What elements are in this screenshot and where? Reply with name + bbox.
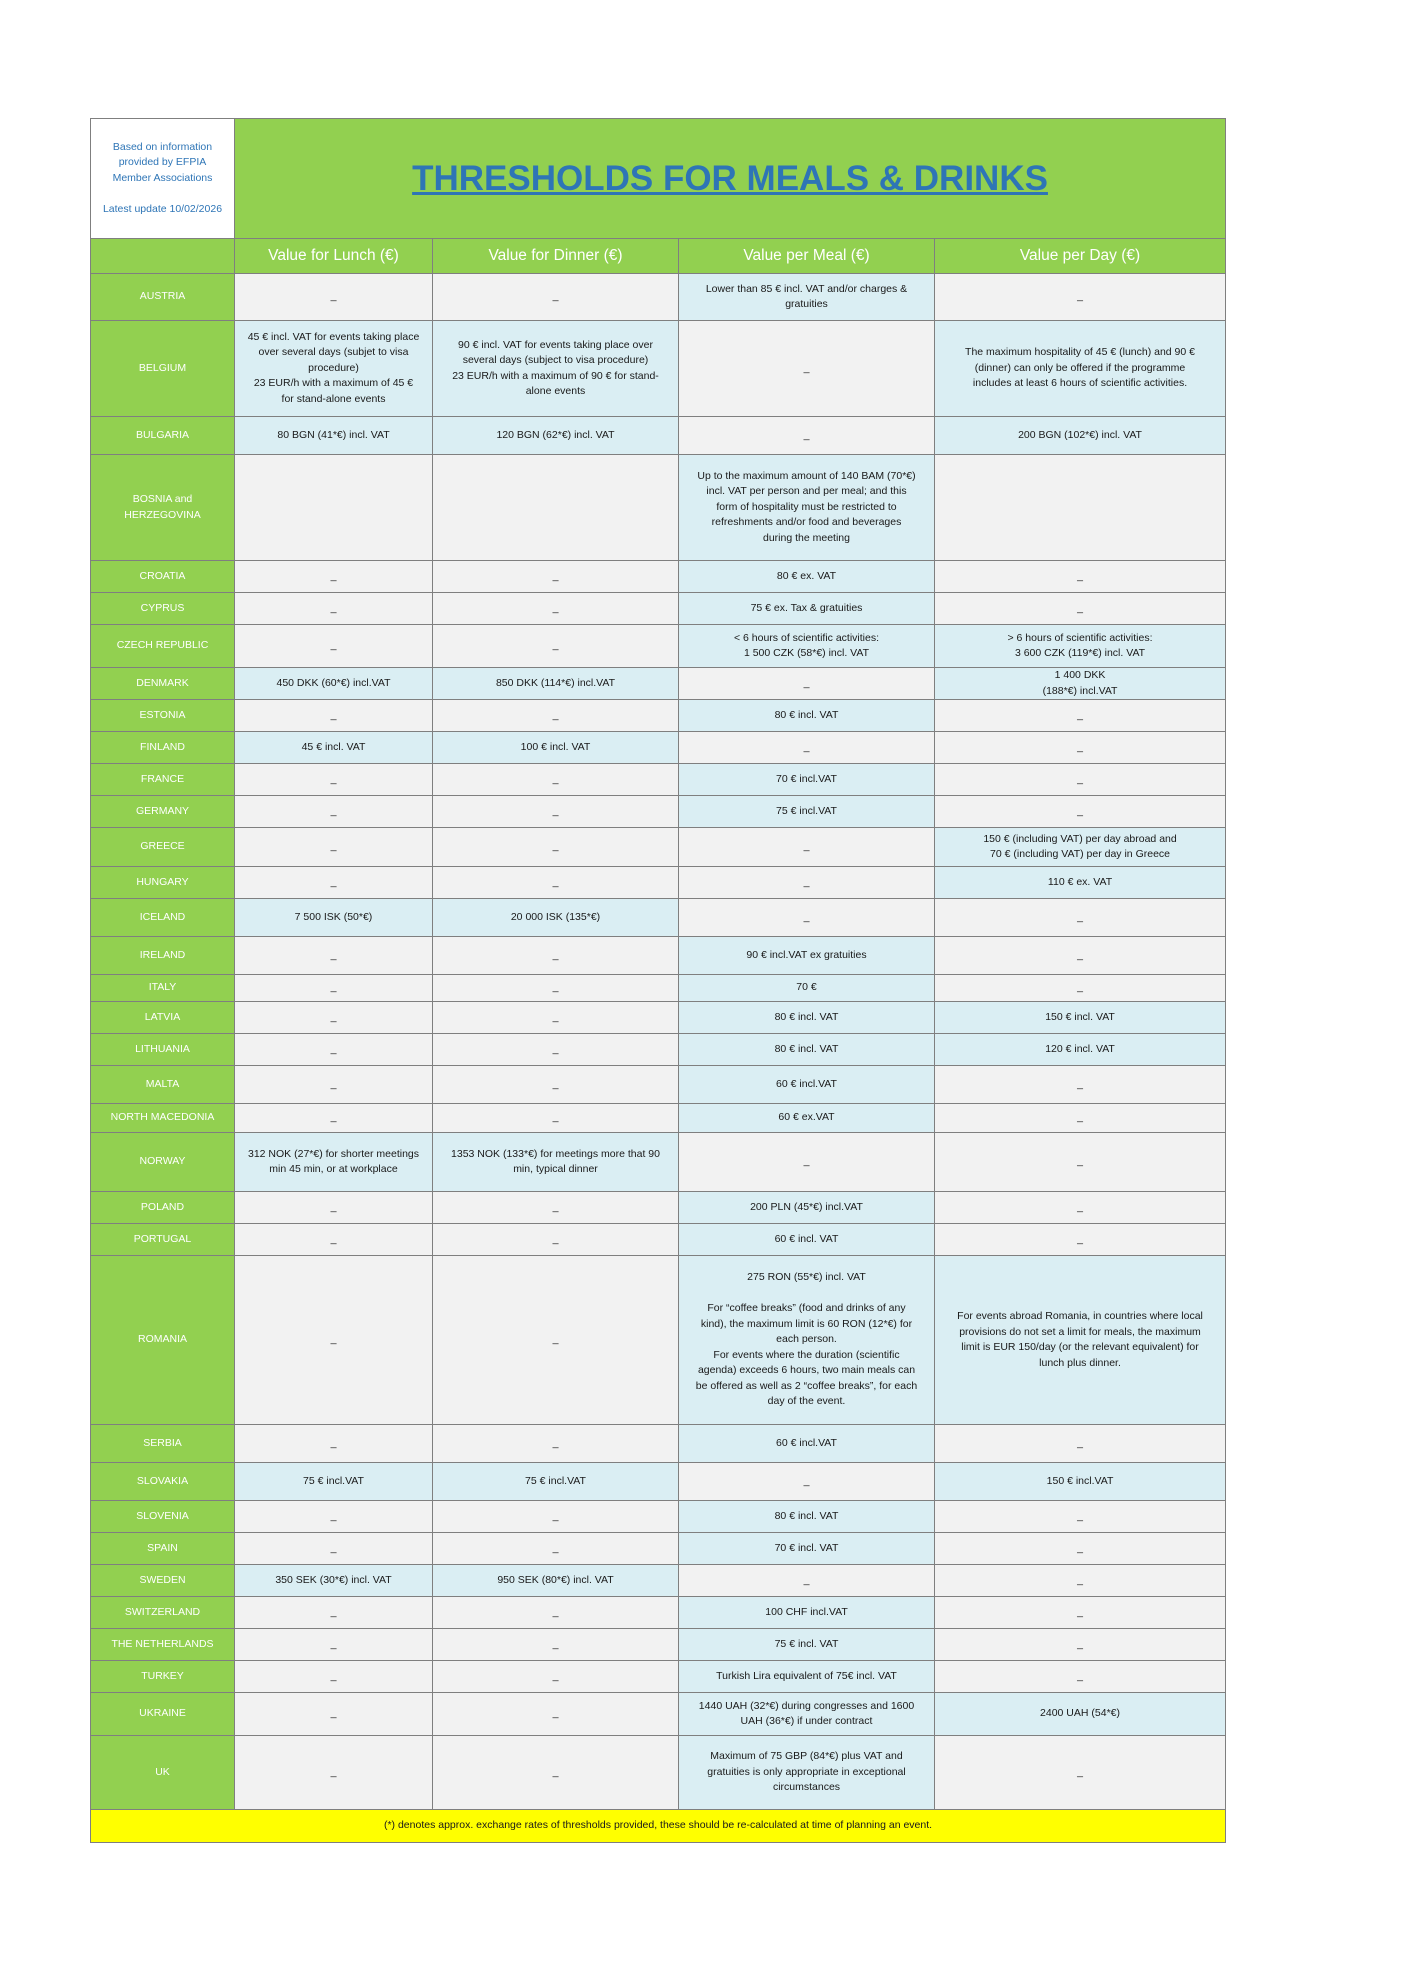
day-value-cell: The maximum hospitality of 45 € (lunch) and 90 € (dinner) can only be offered if the programme includes at least 6 hours of scientific activities.	[935, 321, 1226, 417]
lunch-value-cell: _	[235, 828, 433, 867]
table-row	[91, 937, 1226, 975]
page-title: THRESHOLDS FOR MEALS & DRINKS	[412, 158, 1048, 198]
table-row	[91, 1533, 1226, 1565]
country-cell: SWEDEN	[91, 1565, 235, 1597]
day-value-cell: 110 € ex. VAT	[935, 867, 1226, 899]
day-value-cell: 1 400 DKK (188*€) incl.VAT	[935, 668, 1226, 700]
dinner-value-cell: _	[433, 1425, 679, 1463]
lunch-value-cell: _	[235, 1597, 433, 1629]
meal-value-cell: Turkish Lira equivalent of 75€ incl. VAT	[679, 1661, 935, 1693]
table-row	[91, 321, 1226, 417]
dinner-value-cell: _	[433, 1501, 679, 1533]
meal-value-cell: 90 € incl.VAT ex gratuities	[679, 937, 935, 975]
table-row	[91, 1597, 1226, 1629]
meal-value-cell: Maximum of 75 GBP (84*€) plus VAT and gratuities is only appropriate in exceptional circumstances	[679, 1736, 935, 1810]
table-row	[91, 561, 1226, 593]
footer-row	[91, 1810, 1226, 1843]
day-value-cell: _	[935, 1661, 1226, 1693]
table-row	[91, 1192, 1226, 1224]
dinner-value-cell: _	[433, 1224, 679, 1256]
country-cell: MALTA	[91, 1066, 235, 1104]
country-cell: AUSTRIA	[91, 274, 235, 321]
dinner-value-cell: 100 € incl. VAT	[433, 732, 679, 764]
lunch-value-cell	[235, 455, 433, 561]
day-value-cell: _	[935, 1066, 1226, 1104]
day-value-cell: 2400 UAH (54*€)	[935, 1693, 1226, 1736]
dinner-value-cell: _	[433, 937, 679, 975]
dinner-value-cell: _	[433, 274, 679, 321]
day-value-cell: _	[935, 899, 1226, 937]
dinner-value-cell: _	[433, 1736, 679, 1810]
meal-value-cell: _	[679, 321, 935, 417]
meal-value-cell: 70 €	[679, 975, 935, 1002]
meal-value-cell: 80 € incl. VAT	[679, 700, 935, 732]
country-cell: UK	[91, 1736, 235, 1810]
lunch-value-cell: _	[235, 561, 433, 593]
table-row	[91, 1736, 1226, 1810]
table-row	[91, 828, 1226, 867]
lunch-value-cell: _	[235, 700, 433, 732]
day-value-cell: _	[935, 1104, 1226, 1133]
day-value-cell: _	[935, 1425, 1226, 1463]
day-value-cell: 150 € (including VAT) per day abroad and 70 € (including VAT) per day in Greece	[935, 828, 1226, 867]
lunch-value-cell: _	[235, 1104, 433, 1133]
source-line-3: Member Associations	[112, 171, 213, 184]
day-value-cell: _	[935, 700, 1226, 732]
country-cell: BOSNIA and HERZEGOVINA	[91, 455, 235, 561]
meal-value-cell: _	[679, 1565, 935, 1597]
day-value-cell: 200 BGN (102*€) incl. VAT	[935, 417, 1226, 455]
day-value-cell: _	[935, 1224, 1226, 1256]
dinner-value-cell: 120 BGN (62*€) incl. VAT	[433, 417, 679, 455]
meal-value-cell: 275 RON (55*€) incl. VAT For “coffee breaks” (food and drinks of any kind), the maximum limit is 60 RON (12*€) for each person. For events where the duration (scientific agenda) exceeds 6 hours, two main meals can be offered as well as 2 “coffee breaks”, for each day of the event.	[679, 1256, 935, 1425]
table-row	[91, 274, 1226, 321]
dinner-value-cell: _	[433, 1002, 679, 1034]
country-cell: ESTONIA	[91, 700, 235, 732]
country-cell: ICELAND	[91, 899, 235, 937]
country-cell: LATVIA	[91, 1002, 235, 1034]
meal-value-cell: 75 € incl. VAT	[679, 1629, 935, 1661]
table-row	[91, 625, 1226, 668]
dinner-value-cell: _	[433, 1104, 679, 1133]
lunch-value-cell: _	[235, 625, 433, 668]
day-value-cell: 120 € incl. VAT	[935, 1034, 1226, 1066]
header-meal: Value per Meal (€)	[679, 239, 935, 274]
country-cell: SERBIA	[91, 1425, 235, 1463]
lunch-value-cell: _	[235, 1533, 433, 1565]
country-cell: SLOVAKIA	[91, 1463, 235, 1501]
dinner-value-cell: _	[433, 1256, 679, 1425]
day-value-cell: _	[935, 1597, 1226, 1629]
lunch-value-cell: 450 DKK (60*€) incl.VAT	[235, 668, 433, 700]
meal-value-cell: 70 € incl.VAT	[679, 764, 935, 796]
table-row	[91, 1629, 1226, 1661]
header-lunch: Value for Lunch (€)	[235, 239, 433, 274]
day-value-cell: > 6 hours of scientific activities: 3 600 CZK (119*€) incl. VAT	[935, 625, 1226, 668]
header-blank	[91, 239, 235, 274]
day-value-cell: For events abroad Romania, in countries where local provisions do not set a limit for meals, the maximum limit is EUR 150/day (or the relevant equivalent) for lunch plus dinner.	[935, 1256, 1226, 1425]
table-row	[91, 1256, 1226, 1425]
day-value-cell: _	[935, 1501, 1226, 1533]
table-row	[91, 899, 1226, 937]
country-cell: SLOVENIA	[91, 1501, 235, 1533]
meal-value-cell: < 6 hours of scientific activities: 1 500 CZK (58*€) incl. VAT	[679, 625, 935, 668]
meal-value-cell: 75 € incl.VAT	[679, 796, 935, 828]
meal-value-cell: _	[679, 417, 935, 455]
table-row	[91, 417, 1226, 455]
meal-value-cell: 80 € incl. VAT	[679, 1034, 935, 1066]
lunch-value-cell: _	[235, 1002, 433, 1034]
day-value-cell	[935, 455, 1226, 561]
meal-value-cell: 60 € incl. VAT	[679, 1224, 935, 1256]
lunch-value-cell: _	[235, 975, 433, 1002]
footnote: (*) denotes approx. exchange rates of thresholds provided, these should be re-calculated at time of planning an event.	[91, 1810, 1226, 1843]
meal-value-cell: 80 € ex. VAT	[679, 561, 935, 593]
country-cell: GREECE	[91, 828, 235, 867]
table-row	[91, 455, 1226, 561]
dinner-value-cell: _	[433, 700, 679, 732]
day-value-cell: _	[935, 975, 1226, 1002]
country-cell: LITHUANIA	[91, 1034, 235, 1066]
country-cell: BELGIUM	[91, 321, 235, 417]
country-cell: BULGARIA	[91, 417, 235, 455]
lunch-value-cell: 45 € incl. VAT for events taking place over several days (subjet to visa procedure) 23 EUR/h with a maximum of 45 € for stand-alone events	[235, 321, 433, 417]
table-row	[91, 1565, 1226, 1597]
dinner-value-cell: _	[433, 1629, 679, 1661]
meal-value-cell: _	[679, 668, 935, 700]
country-cell: CYPRUS	[91, 593, 235, 625]
lunch-value-cell: 80 BGN (41*€) incl. VAT	[235, 417, 433, 455]
lunch-value-cell: 75 € incl.VAT	[235, 1463, 433, 1501]
table-row	[91, 1224, 1226, 1256]
meal-value-cell: _	[679, 828, 935, 867]
meal-value-cell: Lower than 85 € incl. VAT and/or charges & gratuities	[679, 274, 935, 321]
dinner-value-cell: _	[433, 1661, 679, 1693]
lunch-value-cell: _	[235, 1256, 433, 1425]
day-value-cell: _	[935, 1736, 1226, 1810]
lunch-value-cell: _	[235, 1224, 433, 1256]
table-row	[91, 764, 1226, 796]
lunch-value-cell: _	[235, 1192, 433, 1224]
dinner-value-cell: _	[433, 796, 679, 828]
table-row	[91, 796, 1226, 828]
table-row	[91, 1104, 1226, 1133]
country-cell: TURKEY	[91, 1661, 235, 1693]
country-cell: UKRAINE	[91, 1693, 235, 1736]
title-cell	[235, 119, 1226, 239]
country-cell: ITALY	[91, 975, 235, 1002]
country-cell: CROATIA	[91, 561, 235, 593]
dinner-value-cell: 90 € incl. VAT for events taking place over several days (subject to visa procedure) 23 EUR/h with a maximum of 90 € for stand- alone events	[433, 321, 679, 417]
day-value-cell: _	[935, 1629, 1226, 1661]
table-row	[91, 1034, 1226, 1066]
lunch-value-cell: _	[235, 937, 433, 975]
day-value-cell: 150 € incl. VAT	[935, 1002, 1226, 1034]
meal-value-cell: 80 € incl. VAT	[679, 1002, 935, 1034]
table-row	[91, 1066, 1226, 1104]
meal-value-cell: _	[679, 867, 935, 899]
country-cell: DENMARK	[91, 668, 235, 700]
day-value-cell: _	[935, 937, 1226, 975]
dinner-value-cell: 1353 NOK (133*€) for meetings more that 90 min, typical dinner	[433, 1133, 679, 1192]
header-dinner: Value for Dinner (€)	[433, 239, 679, 274]
country-cell: FRANCE	[91, 764, 235, 796]
thresholds-table	[90, 118, 1226, 1843]
dinner-value-cell: 850 DKK (114*€) incl.VAT	[433, 668, 679, 700]
latest-update: Latest update 10/02/2026	[102, 202, 223, 215]
lunch-value-cell: _	[235, 1629, 433, 1661]
lunch-value-cell: _	[235, 1661, 433, 1693]
country-cell: HUNGARY	[91, 867, 235, 899]
lunch-value-cell: _	[235, 1034, 433, 1066]
lunch-value-cell: _	[235, 1693, 433, 1736]
dinner-value-cell: _	[433, 1192, 679, 1224]
table-row	[91, 1501, 1226, 1533]
lunch-value-cell: _	[235, 1736, 433, 1810]
dinner-value-cell: _	[433, 1693, 679, 1736]
dinner-value-cell: _	[433, 1034, 679, 1066]
lunch-value-cell: _	[235, 274, 433, 321]
table-row	[91, 700, 1226, 732]
table-row	[91, 867, 1226, 899]
lunch-value-cell: 350 SEK (30*€) incl. VAT	[235, 1565, 433, 1597]
title-row	[91, 119, 1226, 239]
table-row	[91, 1693, 1226, 1736]
lunch-value-cell: _	[235, 1501, 433, 1533]
meal-value-cell: _	[679, 1133, 935, 1192]
dinner-value-cell: _	[433, 867, 679, 899]
country-cell: ROMANIA	[91, 1256, 235, 1425]
day-value-cell: _	[935, 274, 1226, 321]
meal-value-cell: 200 PLN (45*€) incl.VAT	[679, 1192, 935, 1224]
meal-value-cell: 1440 UAH (32*€) during congresses and 1600 UAH (36*€) if under contract	[679, 1693, 935, 1736]
meal-value-cell: 75 € ex. Tax & gratuities	[679, 593, 935, 625]
dinner-value-cell: _	[433, 625, 679, 668]
lunch-value-cell: 312 NOK (27*€) for shorter meetings min 45 min, or at workplace	[235, 1133, 433, 1192]
header-day: Value per Day (€)	[935, 239, 1226, 274]
dinner-value-cell: _	[433, 1066, 679, 1104]
source-line-1: Based on information	[112, 140, 213, 153]
country-cell: NORWAY	[91, 1133, 235, 1192]
dinner-value-cell: 20 000 ISK (135*€)	[433, 899, 679, 937]
lunch-value-cell: _	[235, 764, 433, 796]
table-row	[91, 1425, 1226, 1463]
table-row	[91, 668, 1226, 700]
meal-value-cell: _	[679, 1463, 935, 1501]
table-row	[91, 1002, 1226, 1034]
dinner-value-cell: _	[433, 975, 679, 1002]
source-line-2: provided by EFPIA	[118, 156, 207, 169]
country-cell: SPAIN	[91, 1533, 235, 1565]
country-cell: SWITZERLAND	[91, 1597, 235, 1629]
lunch-value-cell: _	[235, 796, 433, 828]
country-cell: FINLAND	[91, 732, 235, 764]
dinner-value-cell: 75 € incl.VAT	[433, 1463, 679, 1501]
dinner-value-cell: 950 SEK (80*€) incl. VAT	[433, 1565, 679, 1597]
country-cell: IRELAND	[91, 937, 235, 975]
dinner-value-cell: _	[433, 1533, 679, 1565]
day-value-cell: _	[935, 1192, 1226, 1224]
lunch-value-cell: 45 € incl. VAT	[235, 732, 433, 764]
table-row	[91, 1463, 1226, 1501]
table-row	[91, 593, 1226, 625]
day-value-cell: _	[935, 1533, 1226, 1565]
day-value-cell: _	[935, 796, 1226, 828]
dinner-value-cell: _	[433, 1597, 679, 1629]
country-cell: PORTUGAL	[91, 1224, 235, 1256]
day-value-cell: _	[935, 1565, 1226, 1597]
day-value-cell: _	[935, 732, 1226, 764]
country-cell: CZECH REPUBLIC	[91, 625, 235, 668]
meal-value-cell: 100 CHF incl.VAT	[679, 1597, 935, 1629]
meal-value-cell: Up to the maximum amount of 140 BAM (70*€) incl. VAT per person and per meal; and this form of hospitality must be restricted to refreshments and/or food and beverages during the meeting	[679, 455, 935, 561]
meal-value-cell: 60 € ex.VAT	[679, 1104, 935, 1133]
day-value-cell: _	[935, 1133, 1226, 1192]
dinner-value-cell: _	[433, 593, 679, 625]
source-info-cell	[91, 119, 235, 239]
lunch-value-cell: _	[235, 1066, 433, 1104]
country-cell: NORTH MACEDONIA	[91, 1104, 235, 1133]
table-row	[91, 1661, 1226, 1693]
table-row	[91, 732, 1226, 764]
dinner-value-cell: _	[433, 828, 679, 867]
table-row	[91, 975, 1226, 1002]
meal-value-cell: 60 € incl.VAT	[679, 1066, 935, 1104]
country-cell: THE NETHERLANDS	[91, 1629, 235, 1661]
lunch-value-cell: _	[235, 593, 433, 625]
table-row	[91, 1133, 1226, 1192]
day-value-cell: _	[935, 764, 1226, 796]
dinner-value-cell	[433, 455, 679, 561]
country-cell: GERMANY	[91, 796, 235, 828]
dinner-value-cell: _	[433, 561, 679, 593]
lunch-value-cell: _	[235, 1425, 433, 1463]
meal-value-cell: 70 € incl. VAT	[679, 1533, 935, 1565]
meal-value-cell: 80 € incl. VAT	[679, 1501, 935, 1533]
dinner-value-cell: _	[433, 764, 679, 796]
country-cell: POLAND	[91, 1192, 235, 1224]
day-value-cell: _	[935, 593, 1226, 625]
header-row	[91, 239, 1226, 274]
lunch-value-cell: 7 500 ISK (50*€)	[235, 899, 433, 937]
meal-value-cell: _	[679, 899, 935, 937]
day-value-cell: _	[935, 561, 1226, 593]
lunch-value-cell: _	[235, 867, 433, 899]
meal-value-cell: 60 € incl.VAT	[679, 1425, 935, 1463]
day-value-cell: 150 € incl.VAT	[935, 1463, 1226, 1501]
meal-value-cell: _	[679, 732, 935, 764]
